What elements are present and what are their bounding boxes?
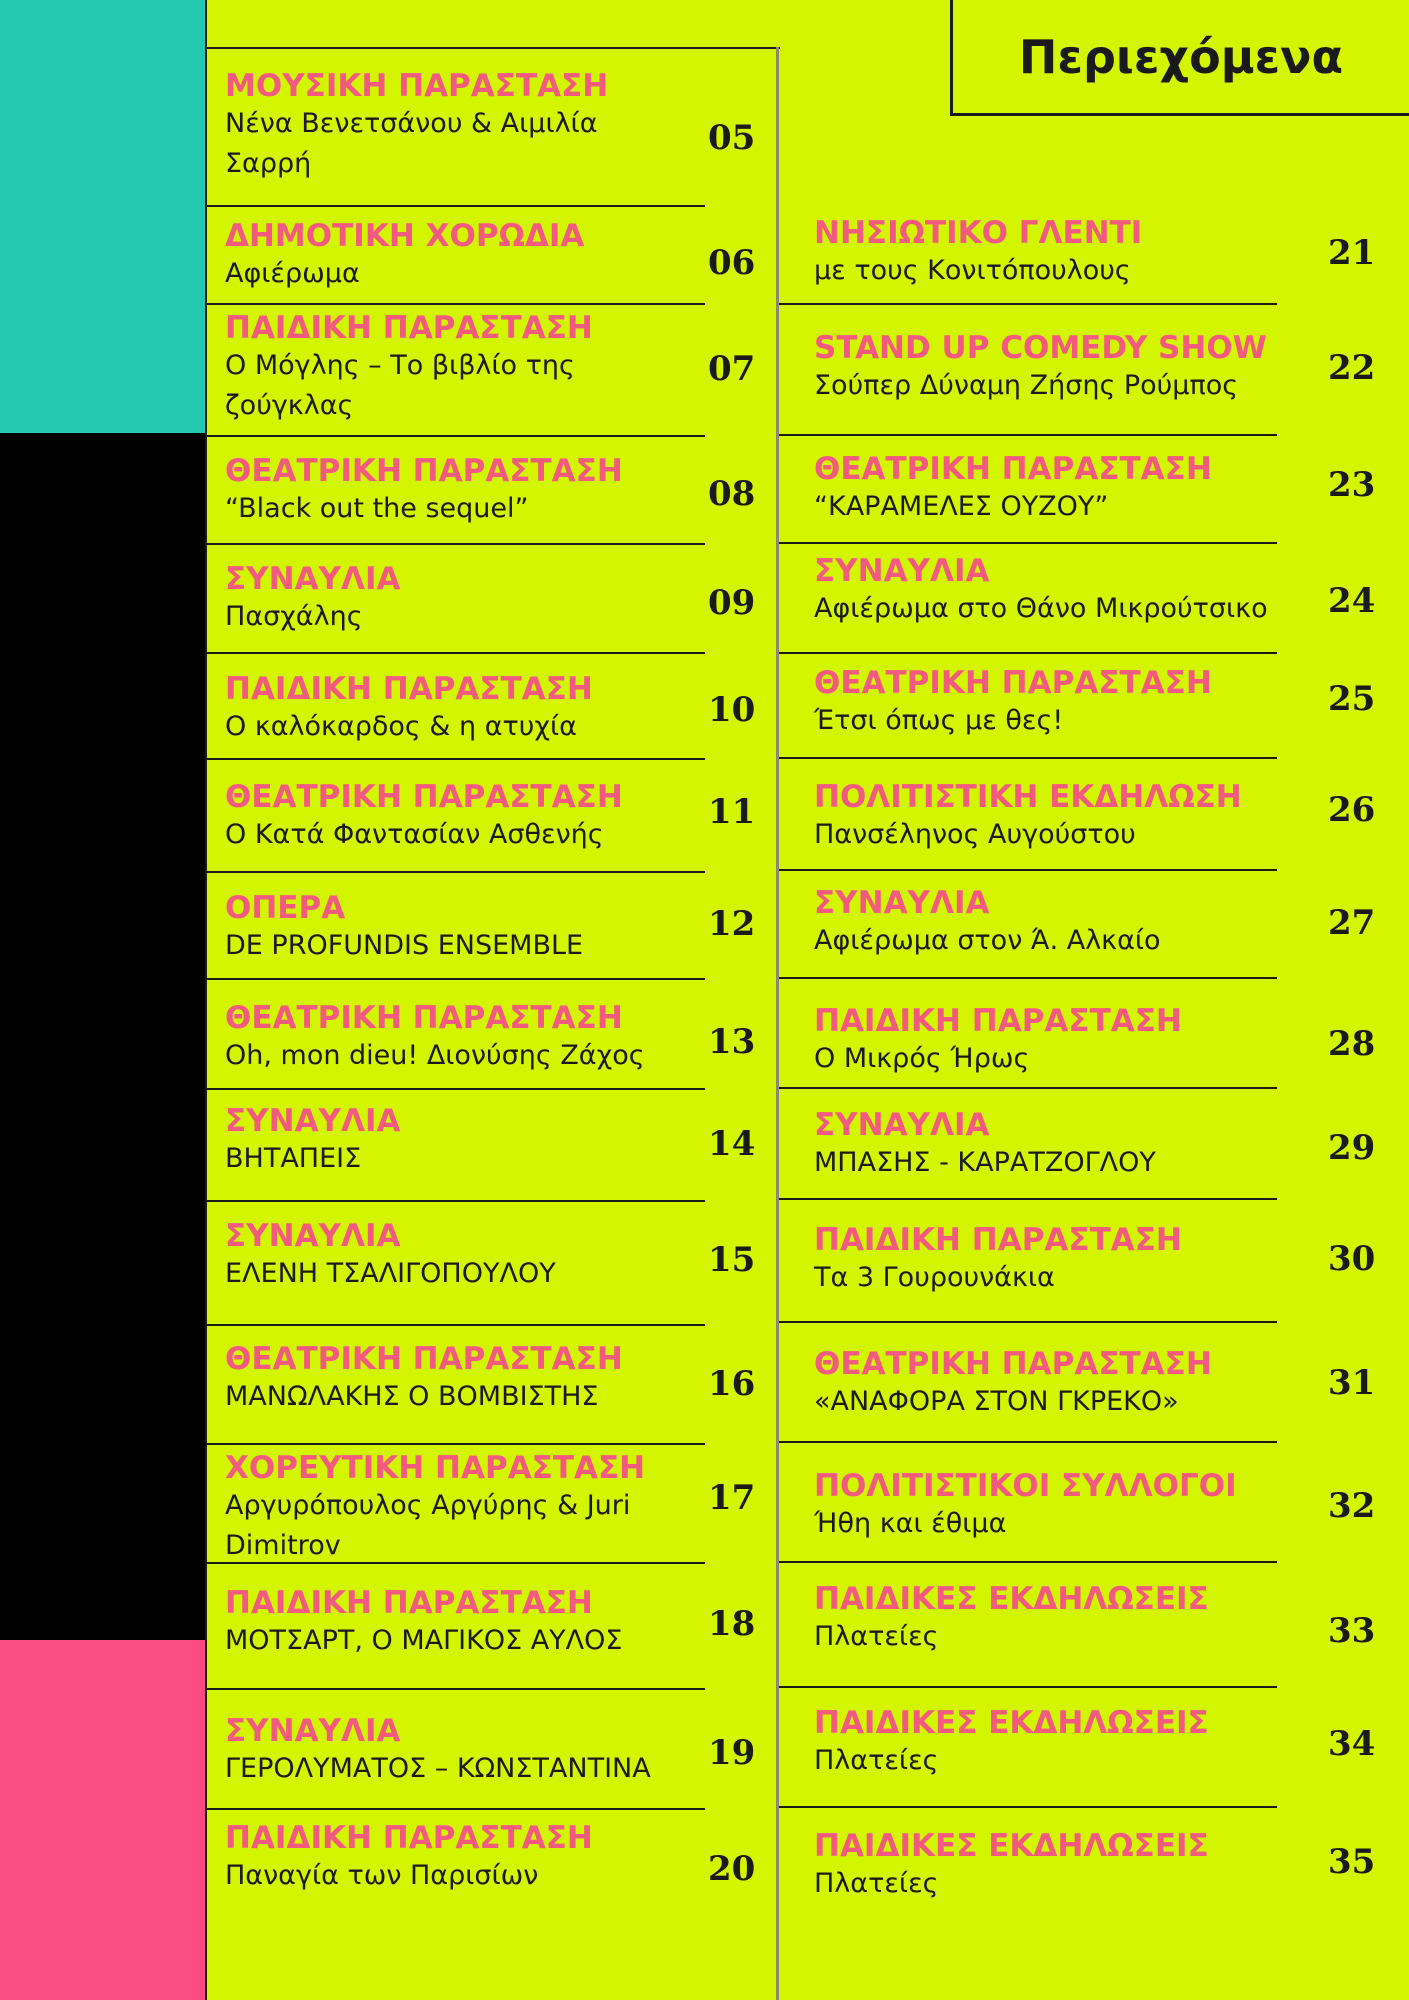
entry-page-number	[1328, 465, 1375, 505]
toc-entry-right[interactable]	[814, 665, 1284, 741]
entry-category: ΘΕΑΤΡΙΚΗ ΠΑΡΑΣΤΑΣΗ	[225, 453, 623, 489]
toc-entry-left[interactable]	[225, 1103, 685, 1179]
entry-category: ΠΑΙΔΙΚΗ ΠΑΡΑΣΤΑΣΗ	[225, 1585, 593, 1621]
entry-divider	[779, 977, 1277, 979]
toc-entry-left[interactable]	[225, 218, 685, 294]
entry-divider	[207, 1200, 705, 1202]
page-title: Περιεχόμενα	[950, 0, 1409, 116]
entry-page-number	[1328, 1024, 1375, 1064]
page-number-label: 21	[1328, 233, 1376, 273]
entry-category: ΜΟΥΣΙΚΗ ΠΑΡΑΣΤΑΣΗ	[225, 68, 609, 104]
page-number-label: 08	[708, 474, 756, 514]
entry-subtitle: Έτσι όπως με θες!	[814, 705, 1064, 736]
entry-category: ΣΥΝΑΥΛΙΑ	[225, 1713, 401, 1749]
entry-divider	[779, 303, 1277, 305]
page-number-label: 33	[1328, 1611, 1376, 1651]
page-number-label: 35	[1328, 1842, 1376, 1882]
entry-category: ΟΠΕΡΑ	[225, 890, 346, 926]
entry-page-number	[708, 690, 755, 730]
entry-divider	[779, 1198, 1277, 1200]
entry-category: ΣΥΝΑΥΛΙΑ	[814, 1107, 990, 1143]
page-number-label: 16	[708, 1364, 756, 1404]
toc-entry-left[interactable]	[225, 671, 685, 747]
entry-subtitle: Ήθη και έθιμα	[814, 1508, 1007, 1539]
entry-category: ΣΥΝΑΥΛΙΑ	[225, 1218, 401, 1254]
toc-entry-left[interactable]	[225, 453, 685, 529]
toc-entry-right[interactable]	[814, 215, 1284, 291]
entry-category: ΘΕΑΤΡΙΚΗ ΠΑΡΑΣΤΑΣΗ	[225, 1000, 623, 1036]
entry-page-number	[1328, 348, 1375, 388]
page-number-label: 05	[708, 118, 756, 158]
toc-entry-left[interactable]	[225, 561, 685, 637]
toc-entry-right[interactable]	[814, 1222, 1284, 1298]
entry-subtitle: Oh, mon dieu! Διονύσης Ζάχος	[225, 1040, 645, 1071]
entry-page-number	[708, 904, 755, 944]
entry-subtitle: ΕΛΕΝΗ ΤΣΑΛΙΓΟΠΟΥΛΟΥ	[225, 1258, 556, 1289]
entry-page-number	[708, 1022, 755, 1062]
entry-subtitle: “ΚΑΡΑΜΕΛΕΣ ΟΥΖΟΥ”	[814, 491, 1109, 522]
entry-page-number	[1328, 233, 1375, 273]
entry-page-number	[1328, 679, 1375, 719]
entry-page-number	[708, 1364, 755, 1404]
page-number-label: 12	[708, 904, 756, 944]
entry-page-number	[708, 118, 755, 158]
entry-subtitle: με τους Κονιτόπουλους	[814, 255, 1131, 286]
entry-divider	[779, 1321, 1277, 1323]
entry-page-number	[708, 349, 755, 389]
entry-category: ΠΑΙΔΙΚΕΣ ΕΚΔΗΛΩΣΕΙΣ	[814, 1828, 1209, 1864]
entry-subtitle: Αφιέρωμα στον Ά. Αλκαίο	[814, 925, 1161, 956]
toc-entry-right[interactable]	[814, 1468, 1284, 1544]
entry-subtitle: Πλατείες	[814, 1745, 939, 1776]
entry-page-number	[1328, 1486, 1375, 1526]
toc-entry-left[interactable]	[225, 310, 685, 426]
toc-entry-left[interactable]	[225, 1585, 685, 1661]
entry-page-number	[708, 1240, 755, 1280]
page-number-label: 14	[708, 1124, 756, 1164]
entry-divider	[779, 1087, 1277, 1089]
entry-page-number	[1328, 1842, 1375, 1882]
entry-subtitle: ΜΠΑΣΗΣ - ΚΑΡΑΤΖΟΓΛΟΥ	[814, 1147, 1156, 1178]
entry-subtitle: DE PROFUNDIS ENSEMBLE	[225, 930, 584, 961]
entry-subtitle: ΒΗΤΑΠΕΙΣ	[225, 1143, 362, 1174]
page-number-label: 20	[708, 1849, 756, 1889]
toc-entry-left[interactable]	[225, 890, 685, 966]
entry-page-number	[708, 1849, 755, 1889]
top-frame-line	[205, 47, 780, 49]
entry-subtitle: Πασχάλης	[225, 601, 363, 632]
entry-subtitle: Αφιέρωμα	[225, 258, 360, 289]
entry-divider	[779, 652, 1277, 654]
entry-divider	[207, 543, 705, 545]
entry-subtitle: “Black out the sequel”	[225, 493, 529, 524]
page-number-label: 22	[1328, 348, 1376, 388]
entry-page-number	[708, 1124, 755, 1164]
entry-subtitle: ΜΑΝΩΛΑΚΗΣ Ο ΒΟΜΒΙΣΤΗΣ	[225, 1381, 599, 1412]
entry-category: ΘΕΑΤΡΙΚΗ ΠΑΡΑΣΤΑΣΗ	[814, 665, 1212, 701]
toc-entry-right[interactable]	[814, 779, 1284, 855]
entry-page-number	[1328, 1724, 1375, 1764]
entry-category: ΠΑΙΔΙΚΗ ΠΑΡΑΣΤΑΣΗ	[225, 671, 593, 707]
entry-subtitle: Παναγία των Παρισίων	[225, 1860, 539, 1891]
entry-page-number	[1328, 1128, 1375, 1168]
entry-page-number	[708, 243, 755, 283]
center-divider	[776, 47, 779, 2000]
entry-subtitle: Αργυρόπουλος Αργύρης & Juri Dimitrov	[225, 1490, 631, 1561]
toc-entry-right[interactable]	[814, 1346, 1284, 1422]
page-number-label: 07	[708, 349, 756, 389]
entry-category: ΣΥΝΑΥΛΙΑ	[225, 561, 401, 597]
entry-divider	[779, 434, 1277, 436]
page-number-label: 30	[1328, 1239, 1376, 1279]
toc-entry-right[interactable]	[814, 553, 1284, 629]
entry-page-number	[1328, 1363, 1375, 1403]
entry-divider	[207, 758, 705, 760]
toc-entry-right[interactable]	[814, 451, 1284, 527]
page-number-label: 25	[1328, 679, 1376, 719]
page-number-label: 24	[1328, 581, 1376, 621]
entry-subtitle: ΜΟΤΣΑΡΤ, Ο ΜΑΓΙΚΟΣ ΑΥΛΟΣ	[225, 1625, 623, 1656]
entry-page-number	[708, 792, 755, 832]
entry-category: ΠΟΛΙΤΙΣΤΙΚΟΙ ΣΥΛΛΟΓΟΙ	[814, 1468, 1237, 1504]
page-number-label: 23	[1328, 465, 1376, 505]
entry-page-number	[1328, 903, 1375, 943]
entry-divider	[779, 1686, 1277, 1688]
page-number-label: 13	[708, 1022, 756, 1062]
entry-divider	[207, 303, 705, 305]
entry-category: ΠΑΙΔΙΚΗ ΠΑΡΑΣΤΑΣΗ	[814, 1222, 1182, 1258]
entry-subtitle: Πανσέληνος Αυγούστου	[814, 819, 1136, 850]
entry-subtitle: Αφιέρωμα στο Θάνο Μικρούτσικο	[814, 593, 1268, 624]
page-number-label: 10	[708, 690, 756, 730]
entry-divider	[779, 1441, 1277, 1443]
entry-subtitle: Ο Μικρός Ήρως	[814, 1043, 1030, 1074]
entry-page-number	[1328, 790, 1375, 830]
entry-divider	[779, 757, 1277, 759]
entry-category: ΧΟΡΕΥΤΙΚΗ ΠΑΡΑΣΤΑΣΗ	[225, 1450, 646, 1486]
page-number-label: 06	[708, 243, 756, 283]
entry-divider	[207, 1562, 705, 1564]
entry-category: ΠΑΙΔΙΚΕΣ ΕΚΔΗΛΩΣΕΙΣ	[814, 1581, 1209, 1617]
entry-category: ΠΑΙΔΙΚΗ ΠΑΡΑΣΤΑΣΗ	[814, 1003, 1182, 1039]
page-number-label: 26	[1328, 790, 1376, 830]
entry-divider	[207, 1324, 705, 1326]
entry-divider	[207, 652, 705, 654]
page-number-label: 15	[708, 1240, 756, 1280]
entry-category: ΘΕΑΤΡΙΚΗ ΠΑΡΑΣΤΑΣΗ	[225, 779, 623, 815]
entry-page-number	[708, 583, 755, 623]
toc-entry-right[interactable]	[814, 885, 1284, 961]
entry-divider	[779, 542, 1277, 544]
toc-entry-left[interactable]	[225, 1000, 685, 1076]
entry-subtitle: Πλατείες	[814, 1621, 939, 1652]
entry-divider	[207, 1088, 705, 1090]
page-number-label: 17	[708, 1478, 756, 1518]
toc-entry-right[interactable]	[814, 1828, 1284, 1904]
toc-entry-right[interactable]	[814, 1003, 1284, 1079]
entry-category: ΘΕΑΤΡΙΚΗ ΠΑΡΑΣΤΑΣΗ	[814, 451, 1212, 487]
entry-page-number	[1328, 581, 1375, 621]
entry-category: ΠΑΙΔΙΚΕΣ ΕΚΔΗΛΩΣΕΙΣ	[814, 1705, 1209, 1741]
entry-divider	[207, 978, 705, 980]
entry-subtitle: «ΑΝΑΦΟΡΑ ΣΤΟΝ ΓΚΡΕΚΟ»	[814, 1386, 1179, 1417]
entry-page-number	[708, 1733, 755, 1773]
entry-category: ΠΑΙΔΙΚΗ ΠΑΡΑΣΤΑΣΗ	[225, 310, 593, 346]
toc-entry-left[interactable]	[225, 779, 685, 855]
page-number-label: 32	[1328, 1486, 1376, 1526]
entry-subtitle: Νένα Βενετσάνου & Αιμιλία Σαρρή	[225, 108, 598, 179]
teal-color-band	[0, 0, 205, 433]
entry-subtitle: Τα 3 Γουρουνάκια	[814, 1262, 1055, 1293]
entry-divider	[779, 1806, 1277, 1808]
page-number-label: 19	[708, 1733, 756, 1773]
toc-entry-left[interactable]	[225, 1218, 685, 1294]
entry-category: ΔΗΜΟΤΙΚΗ ΧΟΡΩΔΙΑ	[225, 218, 585, 254]
entry-subtitle: Σούπερ Δύναμη Ζήσης Ρούμπος	[814, 370, 1239, 401]
page-number-label: 27	[1328, 903, 1376, 943]
page-number-label: 34	[1328, 1724, 1376, 1764]
entry-category: ΠΟΛΙΤΙΣΤΙΚΗ ΕΚΔΗΛΩΣΗ	[814, 779, 1242, 815]
entry-page-number	[708, 1604, 755, 1644]
page-number-label: 29	[1328, 1128, 1376, 1168]
entry-page-number	[1328, 1239, 1375, 1279]
page-number-label: 18	[708, 1604, 756, 1644]
entry-divider	[207, 871, 705, 873]
entry-category: ΣΥΝΑΥΛΙΑ	[814, 553, 990, 589]
entry-category: ΘΕΑΤΡΙΚΗ ΠΑΡΑΣΤΑΣΗ	[814, 1346, 1212, 1382]
entry-subtitle: Ο Κατά Φαντασίαν Ασθενής	[225, 819, 604, 850]
pink-color-band	[0, 1640, 205, 2000]
entry-divider	[207, 435, 705, 437]
entry-subtitle: Πλατείες	[814, 1868, 939, 1899]
toc-entry-left[interactable]	[225, 1713, 685, 1789]
entry-category: STAND UP COMEDY SHOW	[814, 330, 1267, 366]
entry-subtitle: Ο Μόγλης – Το βιβλίο της ζούγκλας	[225, 350, 575, 421]
toc-entry-left[interactable]	[225, 1341, 685, 1417]
page-number-label: 11	[708, 792, 756, 832]
page-number-label: 28	[1328, 1024, 1376, 1064]
page-number-label: 09	[708, 583, 756, 623]
entry-page-number	[708, 1478, 755, 1518]
entry-divider	[207, 205, 705, 207]
toc-entry-left[interactable]	[225, 68, 685, 184]
toc-entry-right[interactable]	[814, 1107, 1284, 1183]
entry-subtitle: Ο καλόκαρδος & η ατυχία	[225, 711, 577, 742]
entry-divider	[207, 1688, 705, 1690]
left-frame-line	[205, 0, 207, 2000]
entry-divider	[779, 869, 1277, 871]
entry-page-number	[708, 474, 755, 514]
toc-entry-right[interactable]	[814, 330, 1284, 406]
page-number-label: 31	[1328, 1363, 1376, 1403]
entry-category: ΣΥΝΑΥΛΙΑ	[814, 885, 990, 921]
toc-entry-right[interactable]	[814, 1581, 1284, 1657]
entry-category: ΣΥΝΑΥΛΙΑ	[225, 1103, 401, 1139]
toc-entry-right[interactable]	[814, 1705, 1284, 1781]
entry-category: ΠΑΙΔΙΚΗ ΠΑΡΑΣΤΑΣΗ	[225, 1820, 593, 1856]
entry-category: ΘΕΑΤΡΙΚΗ ΠΑΡΑΣΤΑΣΗ	[225, 1341, 623, 1377]
entry-divider	[779, 1561, 1277, 1563]
entry-divider	[207, 1443, 705, 1445]
entry-divider	[207, 1808, 705, 1810]
toc-entry-left[interactable]	[225, 1820, 685, 1896]
entry-page-number	[1328, 1611, 1375, 1651]
entry-category: ΝΗΣΙΩΤΙΚΟ ΓΛΕΝΤΙ	[814, 215, 1143, 251]
black-color-band	[0, 433, 205, 1640]
entry-subtitle: ΓΕΡΟΛΥΜΑΤΟΣ – ΚΩΝΣΤΑΝΤΙΝΑ	[225, 1753, 651, 1784]
toc-entry-left[interactable]	[225, 1450, 685, 1566]
